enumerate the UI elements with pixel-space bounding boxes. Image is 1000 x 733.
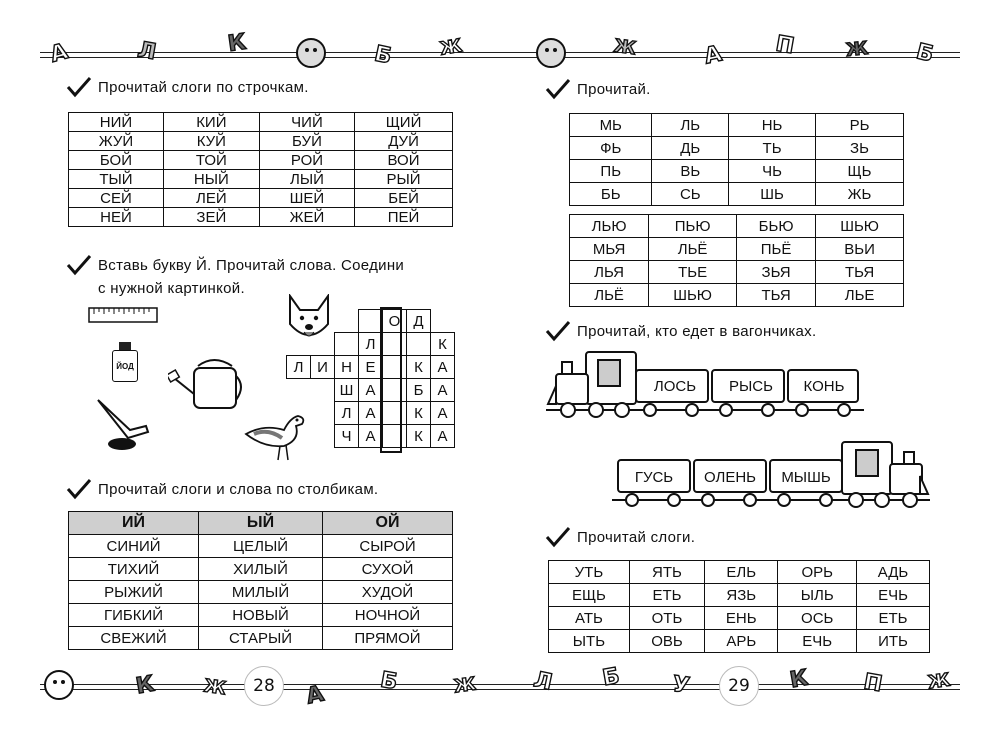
crossword-empty	[335, 310, 359, 333]
crossword-letter-cell: Ш	[335, 379, 359, 402]
table-cell: БЬ	[570, 183, 652, 206]
decor-letter-icon: А	[702, 41, 724, 69]
table-cell: ШЬ	[729, 183, 816, 206]
table-cell: ЗЬЯ	[736, 261, 815, 284]
iodine-bottle-icon	[112, 342, 138, 382]
crossword-letter-cell: Б	[407, 379, 431, 402]
crossword-letter-cell: Л	[287, 356, 311, 379]
table-row	[69, 113, 453, 132]
task-heading-insert-letter	[66, 254, 456, 297]
decor-letter-icon: Б	[600, 663, 622, 691]
wagon-label: ЛОСЬ	[653, 378, 697, 395]
table-cell: ТИХИЙ	[69, 558, 199, 581]
table-cell: ЫЛЬ	[778, 584, 857, 607]
table-cell: ШЬЮ	[649, 284, 737, 307]
table-cell: СВЕЖИЙ	[69, 627, 199, 650]
decor-letter-icon: Ж	[202, 675, 228, 699]
table-cell: ФЬ	[570, 137, 652, 160]
task-text: Прочитай, кто едет в вагончиках.	[577, 322, 817, 340]
crossword-letter-cell: И	[311, 356, 335, 379]
soft-sign-table-b	[569, 214, 904, 307]
table-row	[570, 114, 904, 137]
crossword-row	[287, 333, 455, 356]
table-row	[570, 284, 904, 307]
crossword-letter-cell: К	[407, 402, 431, 425]
table-row	[549, 630, 930, 653]
table-cell: ЕНЬ	[705, 607, 778, 630]
table-cell: СЕЙ	[69, 189, 164, 208]
decor-letter-icon: Л	[531, 666, 555, 696]
table-row	[69, 208, 453, 227]
table-cell: ВОЙ	[355, 151, 453, 170]
table-cell: МЬЯ	[570, 238, 649, 261]
table-cell: ОСЬ	[778, 607, 857, 630]
table-row	[570, 215, 904, 238]
table-cell: БУЙ	[259, 132, 354, 151]
table-cell: МЬ	[570, 114, 652, 137]
table-cell: ВЬ	[652, 160, 729, 183]
crossword-answer-cell[interactable]	[359, 310, 383, 333]
crossword-letter-cell: О	[383, 310, 407, 333]
crossword-letter-cell: К	[431, 333, 455, 356]
column-header: ЫЙ	[199, 512, 323, 535]
table-cell: ЕТЬ	[857, 607, 930, 630]
table-cell: БЕЙ	[355, 189, 453, 208]
words-by-column-table	[68, 511, 453, 650]
crossword-empty	[311, 379, 335, 402]
table-cell: ТЬЕ	[649, 261, 737, 284]
table-cell: НЫЙ	[163, 170, 259, 189]
task-heading-train	[545, 320, 816, 342]
table-cell: ОРЬ	[778, 561, 857, 584]
smiley-ball-icon	[44, 670, 74, 700]
table-cell: ТОЙ	[163, 151, 259, 170]
table-cell: ЛЬЁ	[570, 284, 649, 307]
table-cell: ЗЕЙ	[163, 208, 259, 227]
checkmark-icon	[66, 254, 92, 276]
table-cell: ПРЯМОЙ	[322, 627, 452, 650]
table-cell: ХИЛЫЙ	[199, 558, 323, 581]
decor-letter-icon: Ж	[452, 673, 478, 697]
crossword-empty	[311, 402, 335, 425]
table-cell: АТЬ	[549, 607, 630, 630]
syllables-table-right	[548, 560, 930, 653]
table-cell: АРЬ	[705, 630, 778, 653]
page-number-left: 28	[244, 666, 284, 706]
table-cell: ПЬ	[570, 160, 652, 183]
task-text-line1: Вставь букву Й. Прочитай слова. Соедини	[98, 256, 405, 274]
bottom-border-line-2	[40, 689, 960, 690]
crossword-row	[287, 356, 455, 379]
table-cell: ЯЗЬ	[705, 584, 778, 607]
table-cell: ЯТЬ	[629, 561, 704, 584]
table-cell: БЬЮ	[736, 215, 815, 238]
task-text: Прочитай.	[577, 80, 651, 98]
table-row	[549, 561, 930, 584]
table-cell: ХУДОЙ	[322, 581, 452, 604]
table-row	[69, 151, 453, 170]
crossword-letter-cell: К	[407, 425, 431, 448]
table-cell: ДЬ	[652, 137, 729, 160]
crossword-letter-cell: А	[431, 356, 455, 379]
crossword-letter-cell: А	[431, 379, 455, 402]
crossword-row	[287, 310, 455, 333]
syllables-table-1	[68, 112, 453, 227]
table-cell: ЕТЬ	[629, 584, 704, 607]
hockey-stick-icon	[94, 396, 156, 454]
column-header: ОЙ	[322, 512, 452, 535]
table-cell: ЛЬЯ	[570, 261, 649, 284]
table-cell: ОВЬ	[629, 630, 704, 653]
page-number-right: 29	[719, 666, 759, 706]
table-cell: ЫТЬ	[549, 630, 630, 653]
table-cell: РЫЙ	[355, 170, 453, 189]
table-cell: СТАРЫЙ	[199, 627, 323, 650]
checkmark-icon	[545, 78, 571, 100]
crossword-row	[287, 402, 455, 425]
top-border-line	[40, 52, 960, 53]
soft-sign-table-a	[569, 113, 904, 206]
table-cell: РЫЖИЙ	[69, 581, 199, 604]
table-cell: ЩЬ	[815, 160, 903, 183]
table-cell: ИТЬ	[857, 630, 930, 653]
table-cell: ЛЬ	[652, 114, 729, 137]
table-cell: ПЬЮ	[649, 215, 737, 238]
table-cell: СЬ	[652, 183, 729, 206]
table-cell: КИЙ	[163, 113, 259, 132]
table-cell: МИЛЫЙ	[199, 581, 323, 604]
table-cell: УТЬ	[549, 561, 630, 584]
table-row	[69, 189, 453, 208]
decor-letter-icon: Б	[913, 38, 937, 68]
decor-letter-icon: К	[226, 29, 248, 57]
table-row	[69, 627, 453, 650]
task-text: Прочитай слоги и слова по столбикам.	[98, 480, 379, 498]
wagon-label: ОЛЕНЬ	[703, 469, 757, 486]
column-header: ИЙ	[69, 512, 199, 535]
smiley-ball-icon	[536, 38, 566, 68]
table-cell: КУЙ	[163, 132, 259, 151]
table-cell: ЗЬ	[815, 137, 903, 160]
table-cell: ШЬЮ	[816, 215, 904, 238]
wagon-label: РЫСЬ	[729, 378, 773, 395]
decor-letter-icon: К	[133, 671, 157, 699]
table-cell: ЕЧЬ	[857, 584, 930, 607]
smiley-ball-icon	[296, 38, 326, 68]
crossword-letter-cell	[335, 333, 359, 356]
decor-letter-icon: У	[670, 671, 692, 699]
table-row	[549, 584, 930, 607]
decor-letter-icon: Б	[378, 667, 400, 695]
crossword-letter-cell: К	[407, 356, 431, 379]
table-row	[69, 170, 453, 189]
table-cell: ЖЬ	[815, 183, 903, 206]
table-cell: РЬ	[815, 114, 903, 137]
crossword-empty	[431, 310, 455, 333]
table-cell: ВЬИ	[816, 238, 904, 261]
crossword-letter-cell: А	[359, 425, 383, 448]
table-row	[69, 535, 453, 558]
table-cell: ЕЩЬ	[549, 584, 630, 607]
task-heading-read-syllables	[545, 526, 695, 548]
decor-letter-icon: А	[304, 681, 326, 709]
checkmark-icon	[545, 320, 571, 342]
decor-letter-icon: Ж	[438, 34, 464, 60]
table-row	[570, 261, 904, 284]
crossword-empty	[287, 379, 311, 402]
table-cell: НОЧНОЙ	[322, 604, 452, 627]
task-heading-read	[545, 78, 651, 100]
table-cell: ГИБКИЙ	[69, 604, 199, 627]
table-cell: ЕЛЬ	[705, 561, 778, 584]
decor-letter-icon: Б	[372, 41, 394, 69]
table-cell: ТЬЯ	[816, 261, 904, 284]
crossword-empty	[311, 333, 335, 356]
checkmark-icon	[66, 478, 92, 500]
table-cell: ШЕЙ	[259, 189, 354, 208]
table-row	[69, 132, 453, 151]
crossword-letter-cell: Л	[335, 402, 359, 425]
table-row	[549, 607, 930, 630]
task-text-line2: с нужной картинкой.	[98, 280, 245, 297]
wagon-label: КОНЬ	[803, 378, 845, 395]
table-cell: СУХОЙ	[322, 558, 452, 581]
table-cell: НИЙ	[69, 113, 164, 132]
table-row	[570, 160, 904, 183]
table-header-row	[69, 512, 453, 535]
crossword-letter-cell: А	[431, 425, 455, 448]
bottom-border-line	[40, 684, 960, 685]
decor-letter-icon: Ж	[612, 35, 638, 59]
table-cell: НЕЙ	[69, 208, 164, 227]
watering-can-icon	[168, 356, 246, 414]
crossword-empty	[287, 310, 311, 333]
decor-letter-icon: П	[861, 669, 885, 697]
table-row	[570, 238, 904, 261]
table-cell: ПЬЁ	[736, 238, 815, 261]
crossword-empty	[287, 425, 311, 448]
crossword-row	[287, 425, 455, 448]
crossword-answer-column[interactable]	[380, 307, 402, 453]
ruler-icon	[88, 304, 158, 326]
table-row	[69, 604, 453, 627]
checkmark-icon	[66, 76, 92, 98]
decor-letter-icon: А	[47, 38, 71, 68]
checkmark-icon	[545, 526, 571, 548]
crossword-letter-cell: А	[359, 402, 383, 425]
crossword-letter-cell: Н	[335, 356, 359, 379]
table-cell: ЛЬЕ	[816, 284, 904, 307]
table-cell: АДЬ	[857, 561, 930, 584]
table-cell: ЦЕЛЫЙ	[199, 535, 323, 558]
iodine-label: ЙОД	[112, 350, 138, 382]
task-text: Прочитай слоги.	[577, 528, 696, 546]
crossword-empty	[287, 402, 311, 425]
crossword-letter-cell: Ч	[335, 425, 359, 448]
table-cell: ПЕЙ	[355, 208, 453, 227]
crossword-letter-cell: А	[431, 402, 455, 425]
wagon-label: МЫШЬ	[781, 469, 831, 486]
crossword-empty	[287, 333, 311, 356]
table-cell: ЛЬЮ	[570, 215, 649, 238]
table-cell: ЖЕЙ	[259, 208, 354, 227]
table-cell: ЧЬ	[729, 160, 816, 183]
table-cell: ТЬ	[729, 137, 816, 160]
table-cell: ЛЕЙ	[163, 189, 259, 208]
crossword-letter-cell: Д	[407, 310, 431, 333]
decor-letter-icon: Ж	[844, 37, 870, 61]
table-cell: БОЙ	[69, 151, 164, 170]
table-cell: ЖУЙ	[69, 132, 164, 151]
table-cell: ЧИЙ	[259, 113, 354, 132]
crossword-letter-cell	[407, 333, 431, 356]
crossword-letter-cell: А	[359, 379, 383, 402]
crossword-letter-cell: Е	[359, 356, 383, 379]
table-cell: ОТЬ	[629, 607, 704, 630]
crossword-letter-cell: Л	[359, 333, 383, 356]
decor-letter-icon: Ж	[926, 669, 952, 693]
table-cell: ТЬЯ	[736, 284, 815, 307]
table-cell: ТЫЙ	[69, 170, 164, 189]
crossword-empty	[311, 425, 335, 448]
table-row	[570, 183, 904, 206]
table-row	[69, 558, 453, 581]
wagon-label: ГУСЬ	[634, 469, 674, 486]
table-cell: ЕЧЬ	[778, 630, 857, 653]
table-cell: ЛЬЁ	[649, 238, 737, 261]
table-row	[570, 137, 904, 160]
table-cell: СЫРОЙ	[322, 535, 452, 558]
crossword-empty	[311, 310, 335, 333]
table-cell: НЬ	[729, 114, 816, 137]
crossword-grid	[286, 309, 455, 448]
table-row	[69, 581, 453, 604]
table-cell: ЩИЙ	[355, 113, 453, 132]
table-cell: СИНИЙ	[69, 535, 199, 558]
table-cell: ДУЙ	[355, 132, 453, 151]
task-text: Прочитай слоги по строчкам.	[98, 78, 309, 96]
decor-letter-icon: Л	[135, 37, 159, 65]
crossword-row	[287, 379, 455, 402]
decor-letter-icon: П	[773, 31, 797, 59]
task-heading-read-syllables-rows	[66, 76, 309, 98]
table-cell: НОВЫЙ	[199, 604, 323, 627]
task-heading-read-columns	[66, 478, 378, 500]
table-cell: ЛЫЙ	[259, 170, 354, 189]
decor-letter-icon: К	[787, 665, 811, 693]
table-cell: РОЙ	[259, 151, 354, 170]
top-border-line-2	[40, 57, 960, 58]
